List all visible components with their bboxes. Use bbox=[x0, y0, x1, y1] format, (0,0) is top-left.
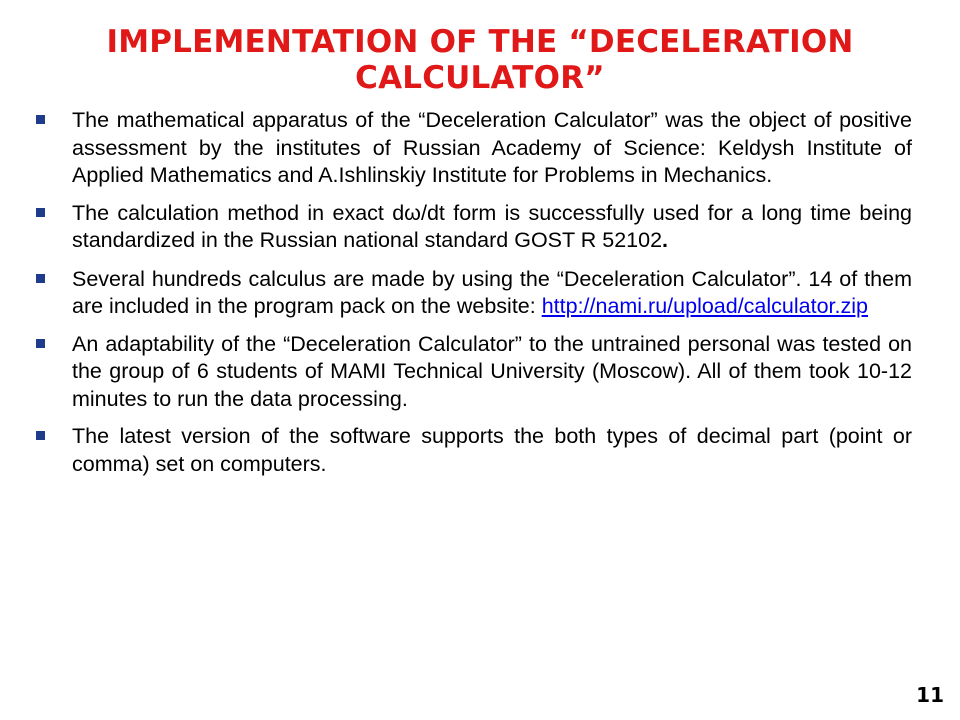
bullet-item bbox=[36, 266, 912, 321]
bullet-text: The latest version of the software supports the both types of decimal part (point or comma) set on computers. bbox=[72, 424, 912, 476]
bullet-item bbox=[36, 331, 912, 414]
slide-title: IMPLEMENTATION OF THE “DECELERATION CALCULATOR” bbox=[106, 24, 854, 96]
calculator-download-link[interactable]: http://nami.ru/upload/calculator.zip bbox=[541, 294, 868, 318]
bullet-text: The mathematical apparatus of the “Deceleration Calculator” was the object of positive assessment by the institutes of Russian Academy of Science: Keldysh Institute of Applied Mathematics and A.Ishlinskiy Institute for Problems in Mechanics. bbox=[72, 108, 912, 187]
bullet-list bbox=[36, 107, 912, 488]
square-bullet-icon bbox=[36, 115, 45, 124]
square-bullet-icon bbox=[36, 431, 45, 440]
square-bullet-icon bbox=[36, 339, 45, 348]
page-number: 11 bbox=[916, 683, 944, 707]
bullet-item bbox=[36, 423, 912, 478]
bullet-suffix: . bbox=[662, 228, 669, 252]
bullet-item bbox=[36, 200, 912, 255]
bullet-item bbox=[36, 107, 912, 190]
square-bullet-icon bbox=[36, 274, 45, 283]
bullet-text: An adaptability of the “Deceleration Calculator” to the untrained personal was tested on the group of 6 students of MAMI Technical University (Moscow). All of them took 10-12 minutes to run the data processing. bbox=[72, 331, 912, 411]
square-bullet-icon bbox=[36, 208, 45, 217]
bullet-text: Several hundreds calculus are made by using the “Deceleration Calculator”. 14 of them are included in the program pack on the website: bbox=[72, 266, 912, 318]
bullet-text: The calculation method in exact dω/dt form is successfully used for a long time being standardized in the Russian national standard GOST R 52102 bbox=[72, 200, 912, 252]
